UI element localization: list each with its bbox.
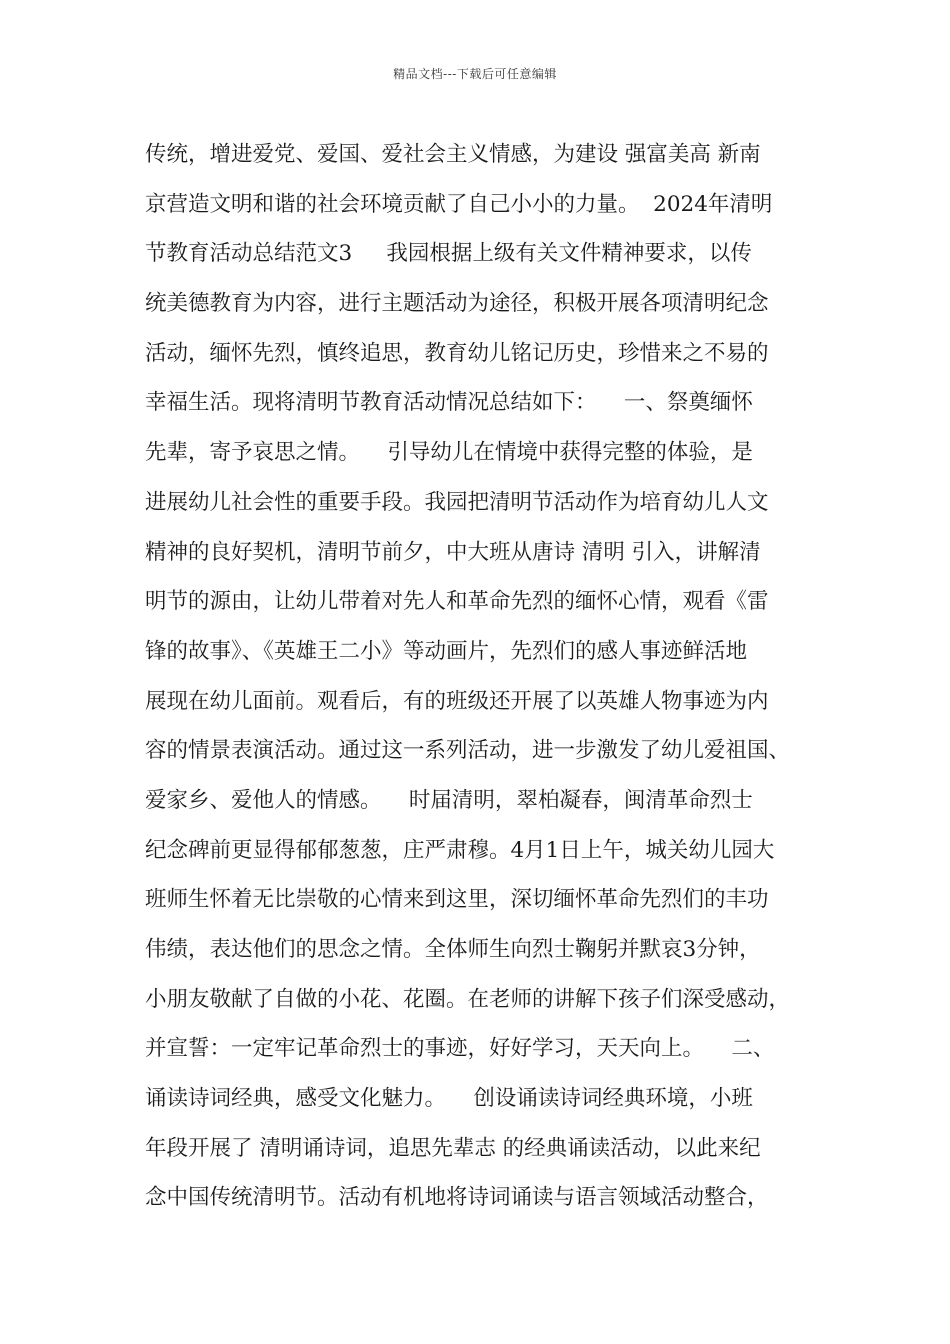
text-line: 明节的源由，让幼儿带着对先人和革命先烈的缅怀心情，观看《雷 <box>145 589 769 615</box>
text-line: 诵读诗词经典，感受文化魅力。 创设诵读诗词经典环境，小班 <box>145 1086 753 1112</box>
text-line: 节教育活动总结范文3 我园根据上级有关文件精神要求，以传 <box>145 241 752 267</box>
text-line: 幸福生活。现将清明节教育活动情况总结如下： 一、祭奠缅怀 <box>145 390 753 416</box>
text-line: 统美德教育为内容，进行主题活动为途径，积极开展各项清明纪念 <box>145 291 769 317</box>
text-line: 伟绩，表达他们的思念之情。全体师生向烈士鞠躬并默哀3分钟， <box>145 937 761 962</box>
page-header: 精品文档---下载后可任意编辑 <box>393 67 557 81</box>
text-line: 爱家乡、爱他人的情感。 时届清明，翠柏凝春，闽清革命烈士 <box>145 787 753 813</box>
text-line: 进展幼儿社会性的重要手段。我园把清明节活动作为培育幼儿人文 <box>145 489 769 515</box>
text-line: 活动，缅怀先烈，慎终追思，教育幼儿铭记历史，珍惜来之不易的 <box>145 340 769 366</box>
text-line: 并宣誓：一定牢记革命烈士的事迹，好好学习，天天向上。 二、 <box>145 1036 775 1062</box>
body-text <box>145 130 835 1223</box>
text-line: 容的情景表演活动。通过这一系列活动，进一步激发了幼儿爱祖国、 <box>145 738 791 764</box>
text-line: 传统，增进爱党、爱国、爱社会主义情感，为建设 强富美高 新南 <box>145 142 761 167</box>
text-line: 纪念碑前更显得郁郁葱葱，庄严肃穆。4月1日上午，城关幼儿园大 <box>145 837 775 863</box>
text-line: 展现在幼儿面前。观看后，有的班级还开展了以英雄人物事迹为内 <box>145 688 769 714</box>
text-line: 小朋友敬献了自做的小花、花圈。在老师的讲解下孩子们深受感动， <box>145 986 791 1012</box>
text-line: 锋的故事》、《英雄王二小》等动画片，先烈们的感人事迹鲜活地 <box>145 638 748 664</box>
text-line: 班师生怀着无比崇敬的心情来到这里，深切缅怀革命先烈们的丰功 <box>145 887 769 913</box>
text-line: 精神的良好契机，清明节前夕，中大班从唐诗 清明 引入，讲解清 <box>145 539 761 565</box>
text-line: 念中国传统清明节。活动有机地将诗词诵读与语言领域活动整合， <box>145 1185 769 1211</box>
text-line: 年段开展了 清明诵诗词，追思先辈志 的经典诵读活动，以此来纪 <box>145 1135 761 1161</box>
text-line: 京营造文明和谐的社会环境贡献了自己小小的力量。 2024年清明 <box>145 191 773 217</box>
text-line: 先辈，寄予哀思之情。 引导幼儿在情境中获得完整的体验，是 <box>145 440 753 466</box>
